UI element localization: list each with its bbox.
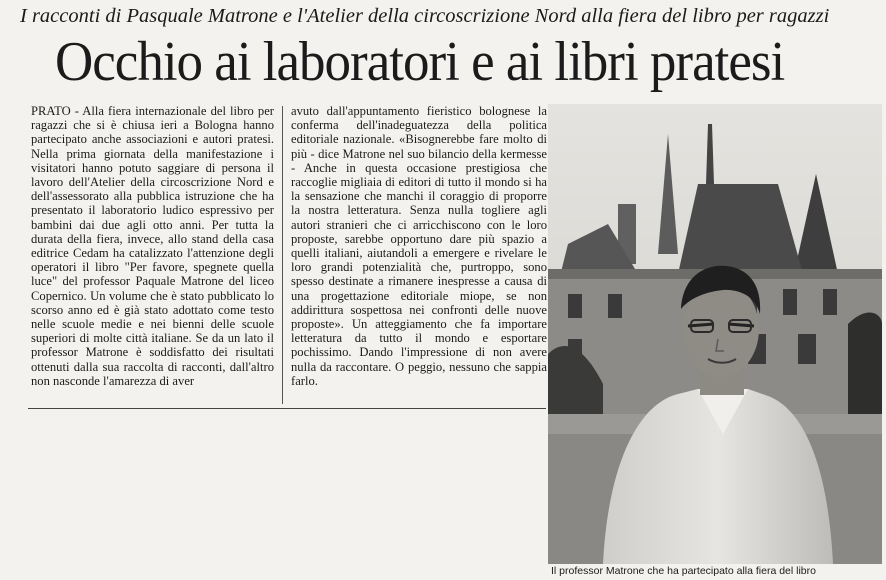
portrait-photo xyxy=(548,104,882,564)
column-divider xyxy=(282,106,283,404)
photo-caption: Il professor Matrone che ha partecipato alla fiera del libro xyxy=(551,565,816,577)
article-end-rule xyxy=(28,408,546,409)
castle-portrait-illustration xyxy=(548,104,882,564)
kicker-subtitle: I racconti di Pasquale Matrone e l'Atelier della circoscrizione Nord alla fiera del libro per ragazzi xyxy=(20,5,830,27)
article-column-1: PRATO - Alla fiera internazionale del libro per ragazzi che si è chiusa ieri a Bologna hanno partecipato anche associazioni e autori pratesi. Nella prima giornata della manifestazione i visitatori hanno potuto saggiare di persona il lavoro dell'Atelier della circoscrizione Nord e dell'assessorato alla pubblica istruzione che ha presentato il laboratorio ludico espressivo per bambini dai due agli otto anni. Per tutta la durata della fiera, invece, allo stand della casa editrice Cedam ha catalizzato l'attenzione degli operatori il libro "Per favore, spegnete quella luce" del professor Paquale Matrone del liceo Copernico. Un volume che è stato pubblicato lo scorso anno ed è già stato adottato come testo nelle scuole medie e nei bienni delle scuole superiori di molte città italiane. Se da un lato il professor Matrone è soddisfatto dei risultati ottenuti dalla sua raccolta di racconti, dall'altro non nasconde l'amarezza di aver xyxy=(31,104,274,388)
article-column-2: avuto dall'appuntamento fieristico bolognese la conferma dell'inadeguatezza della politica editoriale nazionale. «Bisognerebbe fare molto di più - dice Matrone nel suo bilancio della kermesse - Anche in questa occasione prestigiosa che raccoglie migliaia di editori di tutto il mondo si ha la sensazione che manchi il coraggio di proporre la nostra letteratura. Senza nulla togliere agli autori stranieri che ci arricchiscono con le loro proposte, sarebbe opportuno dare più spazio a quelli italiani, aiutandoli a emergere e rivelare le loro grandi potenzialità che, purtroppo, sono spesso destinate a rimanere inespresse a causa di una progettazione editoriale miope, se non addirittura sospettosa nei confronti delle nuove proposte». Un atteggiamento che fa importare letteratura da tutto il mondo e esportare pochissimo. Dando l'impressione di non avere nulla da raccontare. O peggio, nessuno che sappia farlo. xyxy=(291,104,547,388)
headline: Occhio ai laboratori e ai libri pratesi xyxy=(55,31,785,93)
